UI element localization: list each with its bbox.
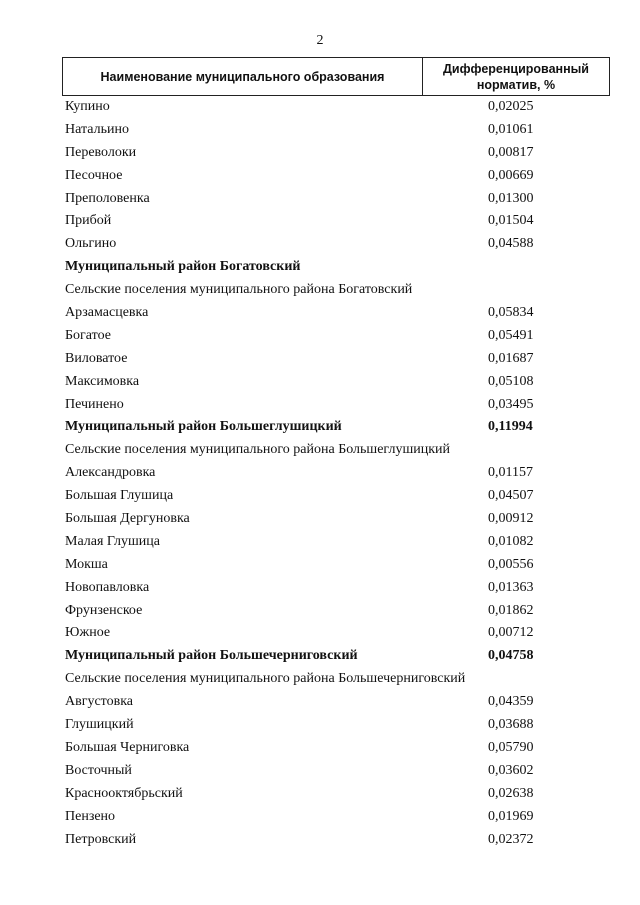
district-row <box>0 256 640 279</box>
row-value: 0,05491 <box>488 327 534 343</box>
row-name: Переволоки <box>65 144 137 160</box>
table-row <box>0 783 640 806</box>
row-name: Песочное <box>65 167 123 183</box>
row-value: 0,02638 <box>488 785 534 801</box>
row-name: Петровский <box>65 831 137 847</box>
row-value: 0,01504 <box>488 213 534 229</box>
table-row <box>0 394 640 417</box>
row-name: Сельские поселения муниципального района Богатовский <box>65 282 413 298</box>
table-row <box>0 462 640 485</box>
row-name: Южное <box>65 625 111 641</box>
row-value: 0,01061 <box>488 121 534 137</box>
table-row <box>0 142 640 165</box>
row-value: 0,01862 <box>488 602 534 618</box>
row-value: 0,01363 <box>488 579 534 595</box>
table-row <box>0 371 640 394</box>
row-value: 0,00912 <box>488 511 534 527</box>
header-value-column: Дифференцированный норматив, % <box>443 61 589 92</box>
row-value: 0,03495 <box>488 396 534 412</box>
municipality-list <box>0 96 640 851</box>
row-name: Муниципальный район Большечерниговский <box>65 648 358 664</box>
row-name: Сельские поселения муниципального района Большеглушицкий <box>65 442 450 458</box>
row-name: Краснооктябрьский <box>65 785 183 801</box>
table-row <box>0 531 640 554</box>
row-value: 0,03688 <box>488 717 534 733</box>
row-value: 0,05790 <box>488 739 534 755</box>
row-name: Натальино <box>65 121 129 137</box>
row-value: 0,01687 <box>488 350 534 366</box>
row-name: Арзамасцевка <box>65 305 149 321</box>
table-row <box>0 302 640 325</box>
table-row <box>0 439 640 462</box>
table-row <box>0 325 640 348</box>
row-value: 0,02025 <box>488 99 534 114</box>
row-value: 0,04588 <box>488 236 534 252</box>
table-header <box>62 57 610 96</box>
table-row <box>0 691 640 714</box>
row-value: 0,01082 <box>488 533 534 549</box>
table-row <box>0 622 640 645</box>
row-name: Большая Глушица <box>65 488 174 504</box>
table-row <box>0 119 640 142</box>
header-name-column: Наименование муниципального образования <box>63 58 423 95</box>
row-value: 0,00669 <box>488 167 534 183</box>
row-name: Фрунзенское <box>65 602 143 618</box>
table-row <box>0 737 640 760</box>
table-row <box>0 188 640 211</box>
table-row <box>0 600 640 623</box>
row-value: 0,01157 <box>488 465 533 481</box>
row-value: 0,04359 <box>488 694 534 710</box>
page-number: 2 <box>316 33 324 48</box>
table-row <box>0 577 640 600</box>
row-name: Ольгино <box>65 236 117 252</box>
row-value: 0,01969 <box>488 808 534 824</box>
row-name: Большая Черниговка <box>65 739 190 755</box>
row-name: Муниципальный район Большеглушицкий <box>65 419 342 435</box>
table-row <box>0 96 640 119</box>
row-name: Новопавловка <box>65 579 150 595</box>
table-row <box>0 348 640 371</box>
row-value: 0,11994 <box>488 419 533 435</box>
table-row <box>0 508 640 531</box>
table-row <box>0 554 640 577</box>
row-name: Муниципальный район Богатовский <box>65 259 301 275</box>
district-row <box>0 416 640 439</box>
row-name: Восточный <box>65 762 132 778</box>
row-value: 0,00712 <box>488 625 534 641</box>
row-name: Мокша <box>65 556 108 572</box>
row-name: Александровка <box>65 465 156 481</box>
row-name: Прибой <box>65 213 112 229</box>
table-row <box>0 806 640 829</box>
table-row <box>0 668 640 691</box>
table-row <box>0 210 640 233</box>
row-name: Виловатое <box>65 350 128 366</box>
row-value: 0,00556 <box>488 556 534 572</box>
table-row <box>0 233 640 256</box>
row-name: Печинено <box>65 396 124 412</box>
table-row <box>0 485 640 508</box>
row-value: 0,05834 <box>488 305 534 321</box>
district-row <box>0 645 640 668</box>
table-row <box>0 829 640 852</box>
row-name: Сельские поселения муниципального района Большечерниговский <box>65 671 466 687</box>
row-name: Августовка <box>65 694 134 710</box>
table-row <box>0 714 640 737</box>
row-value: 0,01300 <box>488 190 534 206</box>
row-name: Пензено <box>65 808 116 824</box>
table-row <box>0 760 640 783</box>
row-name: Большая Дергуновка <box>65 511 190 527</box>
row-name: Малая Глушица <box>65 533 160 549</box>
row-value: 0,03602 <box>488 762 534 778</box>
row-value: 0,05108 <box>488 373 534 389</box>
row-name: Максимовка <box>65 373 140 389</box>
row-value: 0,02372 <box>488 831 534 847</box>
row-name: Купино <box>65 99 110 114</box>
table-row <box>0 165 640 188</box>
row-name: Глушицкий <box>65 717 134 733</box>
row-value: 0,04758 <box>488 648 534 664</box>
row-name: Преполовенка <box>65 190 150 206</box>
row-value: 0,00817 <box>488 144 534 160</box>
table-row <box>0 279 640 302</box>
row-value: 0,04507 <box>488 488 534 504</box>
row-name: Богатое <box>65 327 111 343</box>
